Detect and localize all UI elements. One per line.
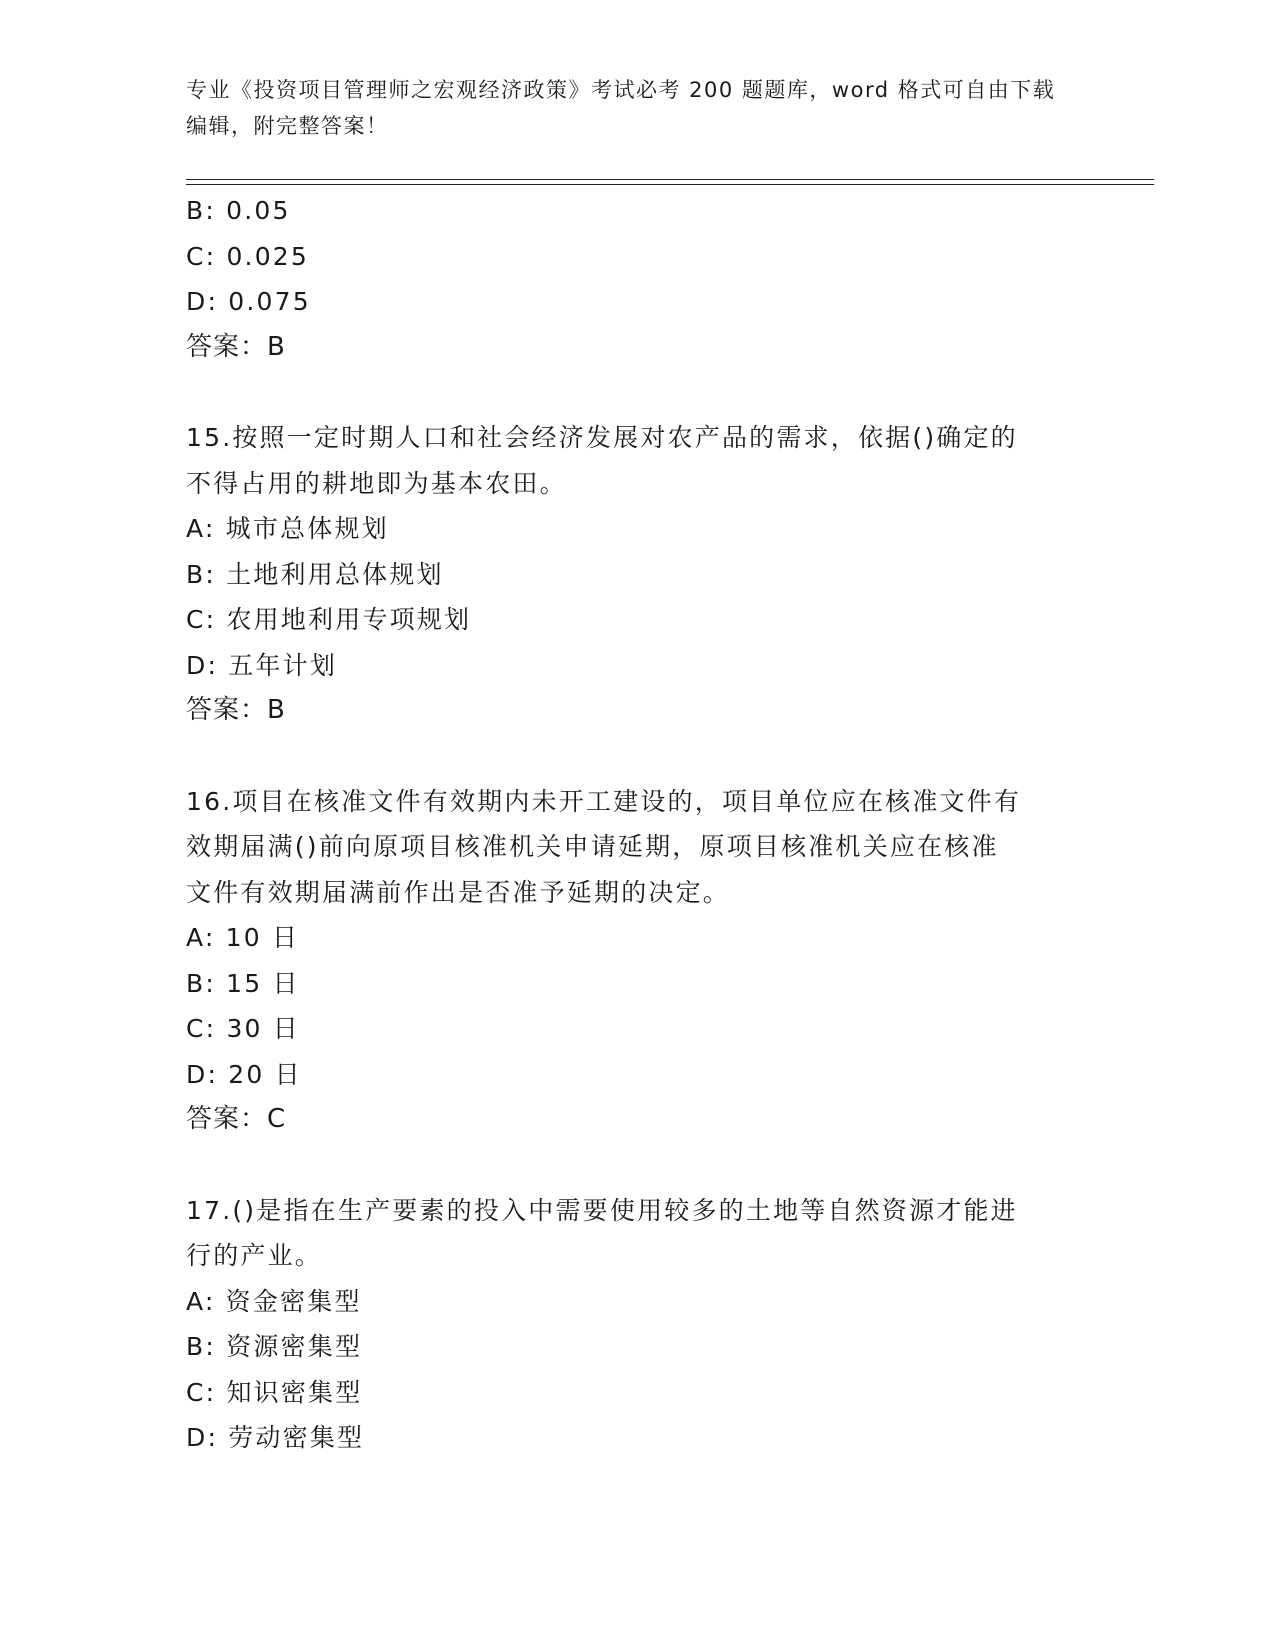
question-text-line: 不得占用的耕地即为基本农田。 — [186, 468, 567, 498]
question-text-line: 15.按照一定时期人口和社会经济发展对农产品的需求，依据()确定的 — [186, 423, 1018, 452]
header-rule-top — [186, 179, 1154, 180]
question-text-line: 行的产业。 — [186, 1241, 323, 1270]
option-c: C: 农用地利用专项规划 — [186, 605, 472, 634]
answer: 答案：C — [186, 1104, 287, 1134]
option-d: D: 0.075 — [186, 287, 311, 316]
answer: 答案：B — [186, 331, 286, 362]
option-b: B: 资源密集型 — [186, 1332, 363, 1361]
question-17 — [186, 1188, 1076, 1461]
question-text-line: 效期届满()前向原项目核准机关申请延期，原项目核准机关应在核准 — [186, 832, 999, 861]
document-header — [186, 72, 1066, 144]
question-text-line: 16.项目在核准文件有效期内未开工建设的，项目单位应在核准文件有 — [186, 786, 1022, 816]
option-a: A: 10 日 — [186, 923, 300, 952]
option-d: D: 五年计划 — [186, 650, 338, 680]
question-15 — [186, 415, 1076, 734]
question-list — [186, 188, 1076, 1461]
option-c: C: 30 日 — [186, 1014, 300, 1043]
option-b: B: 土地利用总体规划 — [186, 559, 444, 589]
question-text-line: 17.()是指在生产要素的投入中需要使用较多的土地等自然资源才能进 — [186, 1195, 1018, 1225]
option-a: A: 城市总体规划 — [186, 514, 389, 543]
option-a: A: 资金密集型 — [186, 1286, 362, 1316]
option-d: D: 劳动密集型 — [186, 1423, 365, 1452]
question-text-line: 文件有效期届满前作出是否准予延期的决定。 — [186, 877, 731, 907]
option-c: C: 0.025 — [186, 241, 310, 271]
document-title: 专业《投资项目管理师之宏观经济政策》考试必考 200 题题库，word 格式可自由下载编辑，附完整答案！ — [186, 78, 1056, 138]
question-14-continued — [186, 188, 1076, 370]
option-d: D: 20 日 — [186, 1059, 302, 1089]
option-b: B: 15 日 — [186, 968, 300, 998]
answer: 答案：B — [186, 695, 286, 725]
option-c: C: 知识密集型 — [186, 1377, 363, 1407]
question-16 — [186, 779, 1076, 1143]
option-b: B: 0.05 — [186, 196, 291, 225]
header-rule-bottom — [186, 184, 1154, 185]
